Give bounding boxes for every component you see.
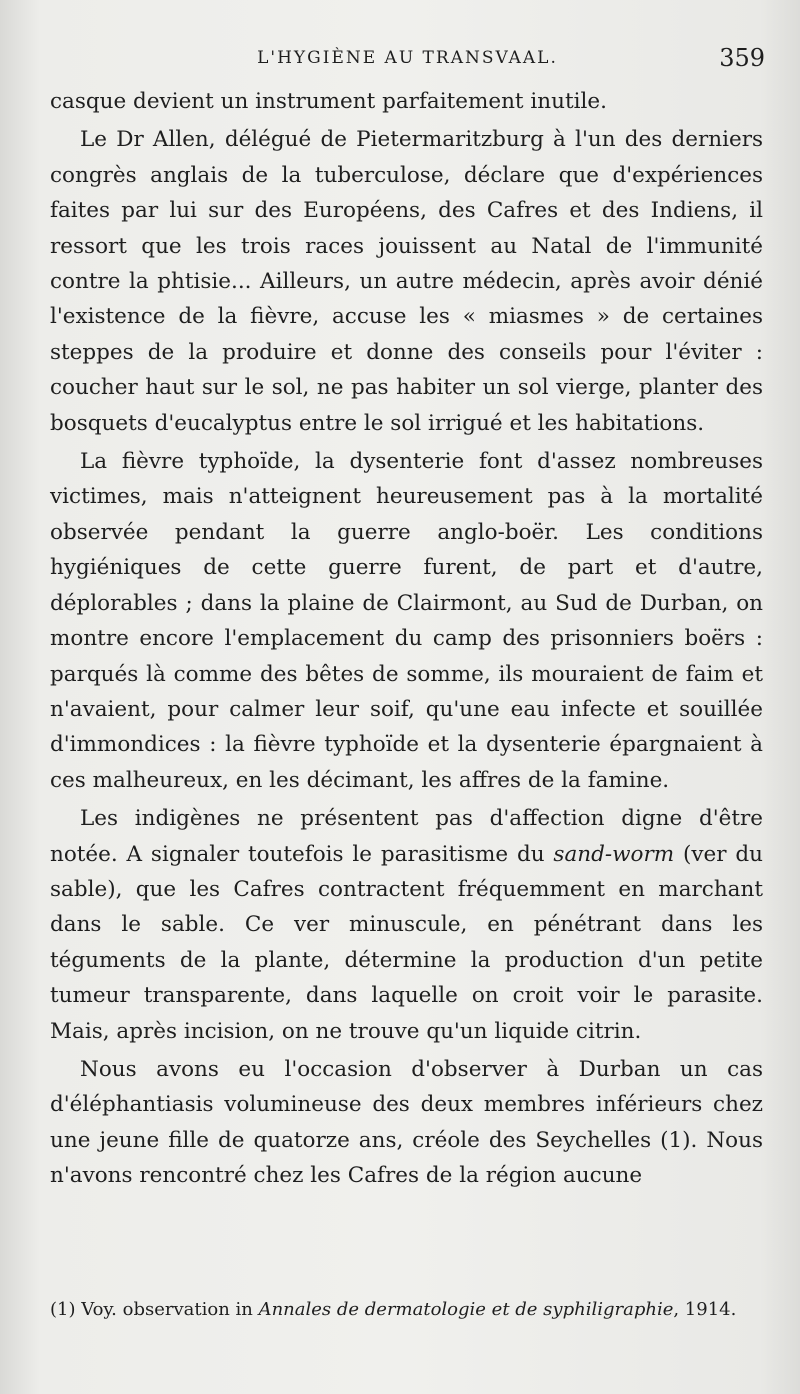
footnote-text-before: (1) Voy. observation in [50,1299,259,1320]
paragraph-sand-worm [50,801,763,1049]
body-text [50,84,763,1194]
paragraph-allen: Le Dr Allen, délégué de Pietermaritzburg à l'un des derniers congrès anglais de la tuberculose, déclare que d'expériences faites par lui sur des Européens, des Cafres et des Indiens, il ressort que les trois races jouissent au Natal de l'immunité contre la phtisie... Ailleurs, un autre médecin, après avoir dénié l'existence de la fièvre, accuse les « miasmes » de certaines steppes de la produire et donne des conseils pour l'éviter : coucher haut sur le sol, ne pas habiter un sol vierge, planter des bosquets d'eucalyptus entre le sol irrigué et les habitations. [50,127,763,436]
sand-worm-term: sand-worm [553,841,675,867]
running-title: L'HYGIÈNE AU TRANSVAAL. [257,48,558,68]
footnote-journal-title: Annales de dermatologie et de syphiligraphie [258,1299,674,1320]
paragraph-typhoid: La fièvre typhoïde, la dysenterie font d'assez nombreuses victimes, mais n'atteignent heureusement pas à la mortalité observée pendant la guerre anglo-boër. Les conditions hygiéniques de cette guerre furent, de part et d'autre, déplorables ; dans la plaine de Clairmont, au Sud de Durban, on montre encore l'emplacement du camp des prisonniers boërs : parqués là comme des bêtes de somme, ils mouraient de faim et n'avaient, pour calmer leur soif, qu'une eau infecte et souillée d'immondices : la fièvre typhoïde et la dysenterie épargnaient à ces malheureux, en les décimant, les affres de la famine. [50,449,763,793]
page-number: 359 [719,44,765,72]
footnote-1 [50,1296,763,1324]
paragraph-elephantiasis: Nous avons eu l'occasion d'observer à Durban un cas d'éléphantiasis volumineuse des deux membres inférieurs chez une jeune fille de quatorze ans, créole des Seychelles (1). Nous n'avons rencontré chez les Cafres de la région aucune [50,1056,763,1189]
paragraph-continued: casque devient un instrument parfaitement inutile. [50,89,607,114]
page-header [50,44,765,80]
sand-worm-text-after: (ver du sable), que les Cafres contractent fréquemment en marchant dans le sable. Ce ver minuscule, en pénétrant dans les téguments de la plante, détermine la production d'un petite tumeur transparente, dans laquelle on croit voir le parasite. Mais, après incision, on ne trouve qu'un liquide citrin. [50,841,763,1044]
footnote-text-after: , 1914. [673,1299,737,1320]
footnotes [50,1296,763,1324]
sand-worm-text-before: Les indigènes ne présentent pas d'affection digne d'être notée. A signaler toutefois le parasitisme du [50,806,763,867]
